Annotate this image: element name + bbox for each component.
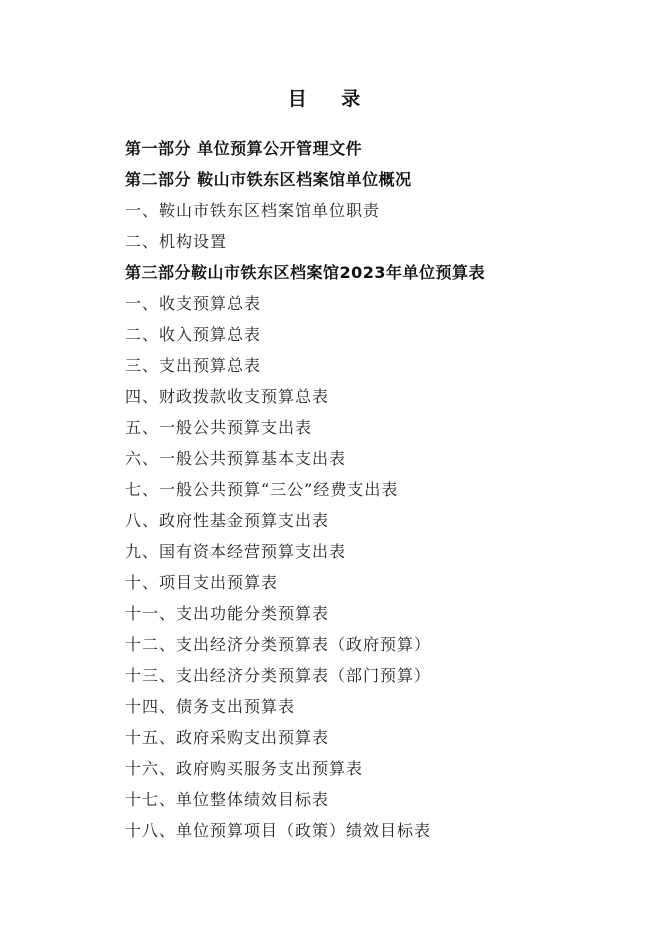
toc-item: 八、政府性基金预算支出表 xyxy=(125,511,330,530)
toc-item: 十五、政府采购支出预算表 xyxy=(125,728,330,747)
toc-item: 十二、支出经济分类预算表（政府预算） xyxy=(125,635,432,654)
toc-item: 十、项目支出预算表 xyxy=(125,573,279,592)
toc-item: 五、一般公共预算支出表 xyxy=(125,418,313,437)
toc-part-2: 第二部分 鞍山市铁东区档案馆单位概况 xyxy=(125,170,412,189)
toc-item: 四、财政拨款收支预算总表 xyxy=(125,387,330,406)
toc-part-1: 第一部分 单位预算公开管理文件 xyxy=(125,139,363,158)
toc-item: 十六、政府购买服务支出预算表 xyxy=(125,759,364,778)
toc-item: 七、一般公共预算“三公”经费支出表 xyxy=(125,480,399,499)
toc-item: 二、收入预算总表 xyxy=(125,325,262,344)
toc-item: 十七、单位整体绩效目标表 xyxy=(125,790,330,809)
toc-item: 六、一般公共预算基本支出表 xyxy=(125,449,347,468)
toc-item: 二、机构设置 xyxy=(125,232,228,251)
toc-item: 三、支出预算总表 xyxy=(125,356,262,375)
page-title: 目 录 xyxy=(287,88,375,110)
toc-item: 十四、债务支出预算表 xyxy=(125,697,296,716)
toc-item: 一、鞍山市铁东区档案馆单位职责 xyxy=(125,201,381,220)
toc-item: 十一、支出功能分类预算表 xyxy=(125,604,330,623)
toc-part-3: 第三部分鞍山市铁东区档案馆2023年单位预算表 xyxy=(125,263,486,282)
toc-item: 十八、单位预算项目（政策）绩效目标表 xyxy=(125,821,432,840)
table-of-contents xyxy=(125,136,625,849)
toc-item: 一、收支预算总表 xyxy=(125,294,262,313)
toc-item: 九、国有资本经营预算支出表 xyxy=(125,542,347,561)
toc-item: 十三、支出经济分类预算表（部门预算） xyxy=(125,666,432,685)
